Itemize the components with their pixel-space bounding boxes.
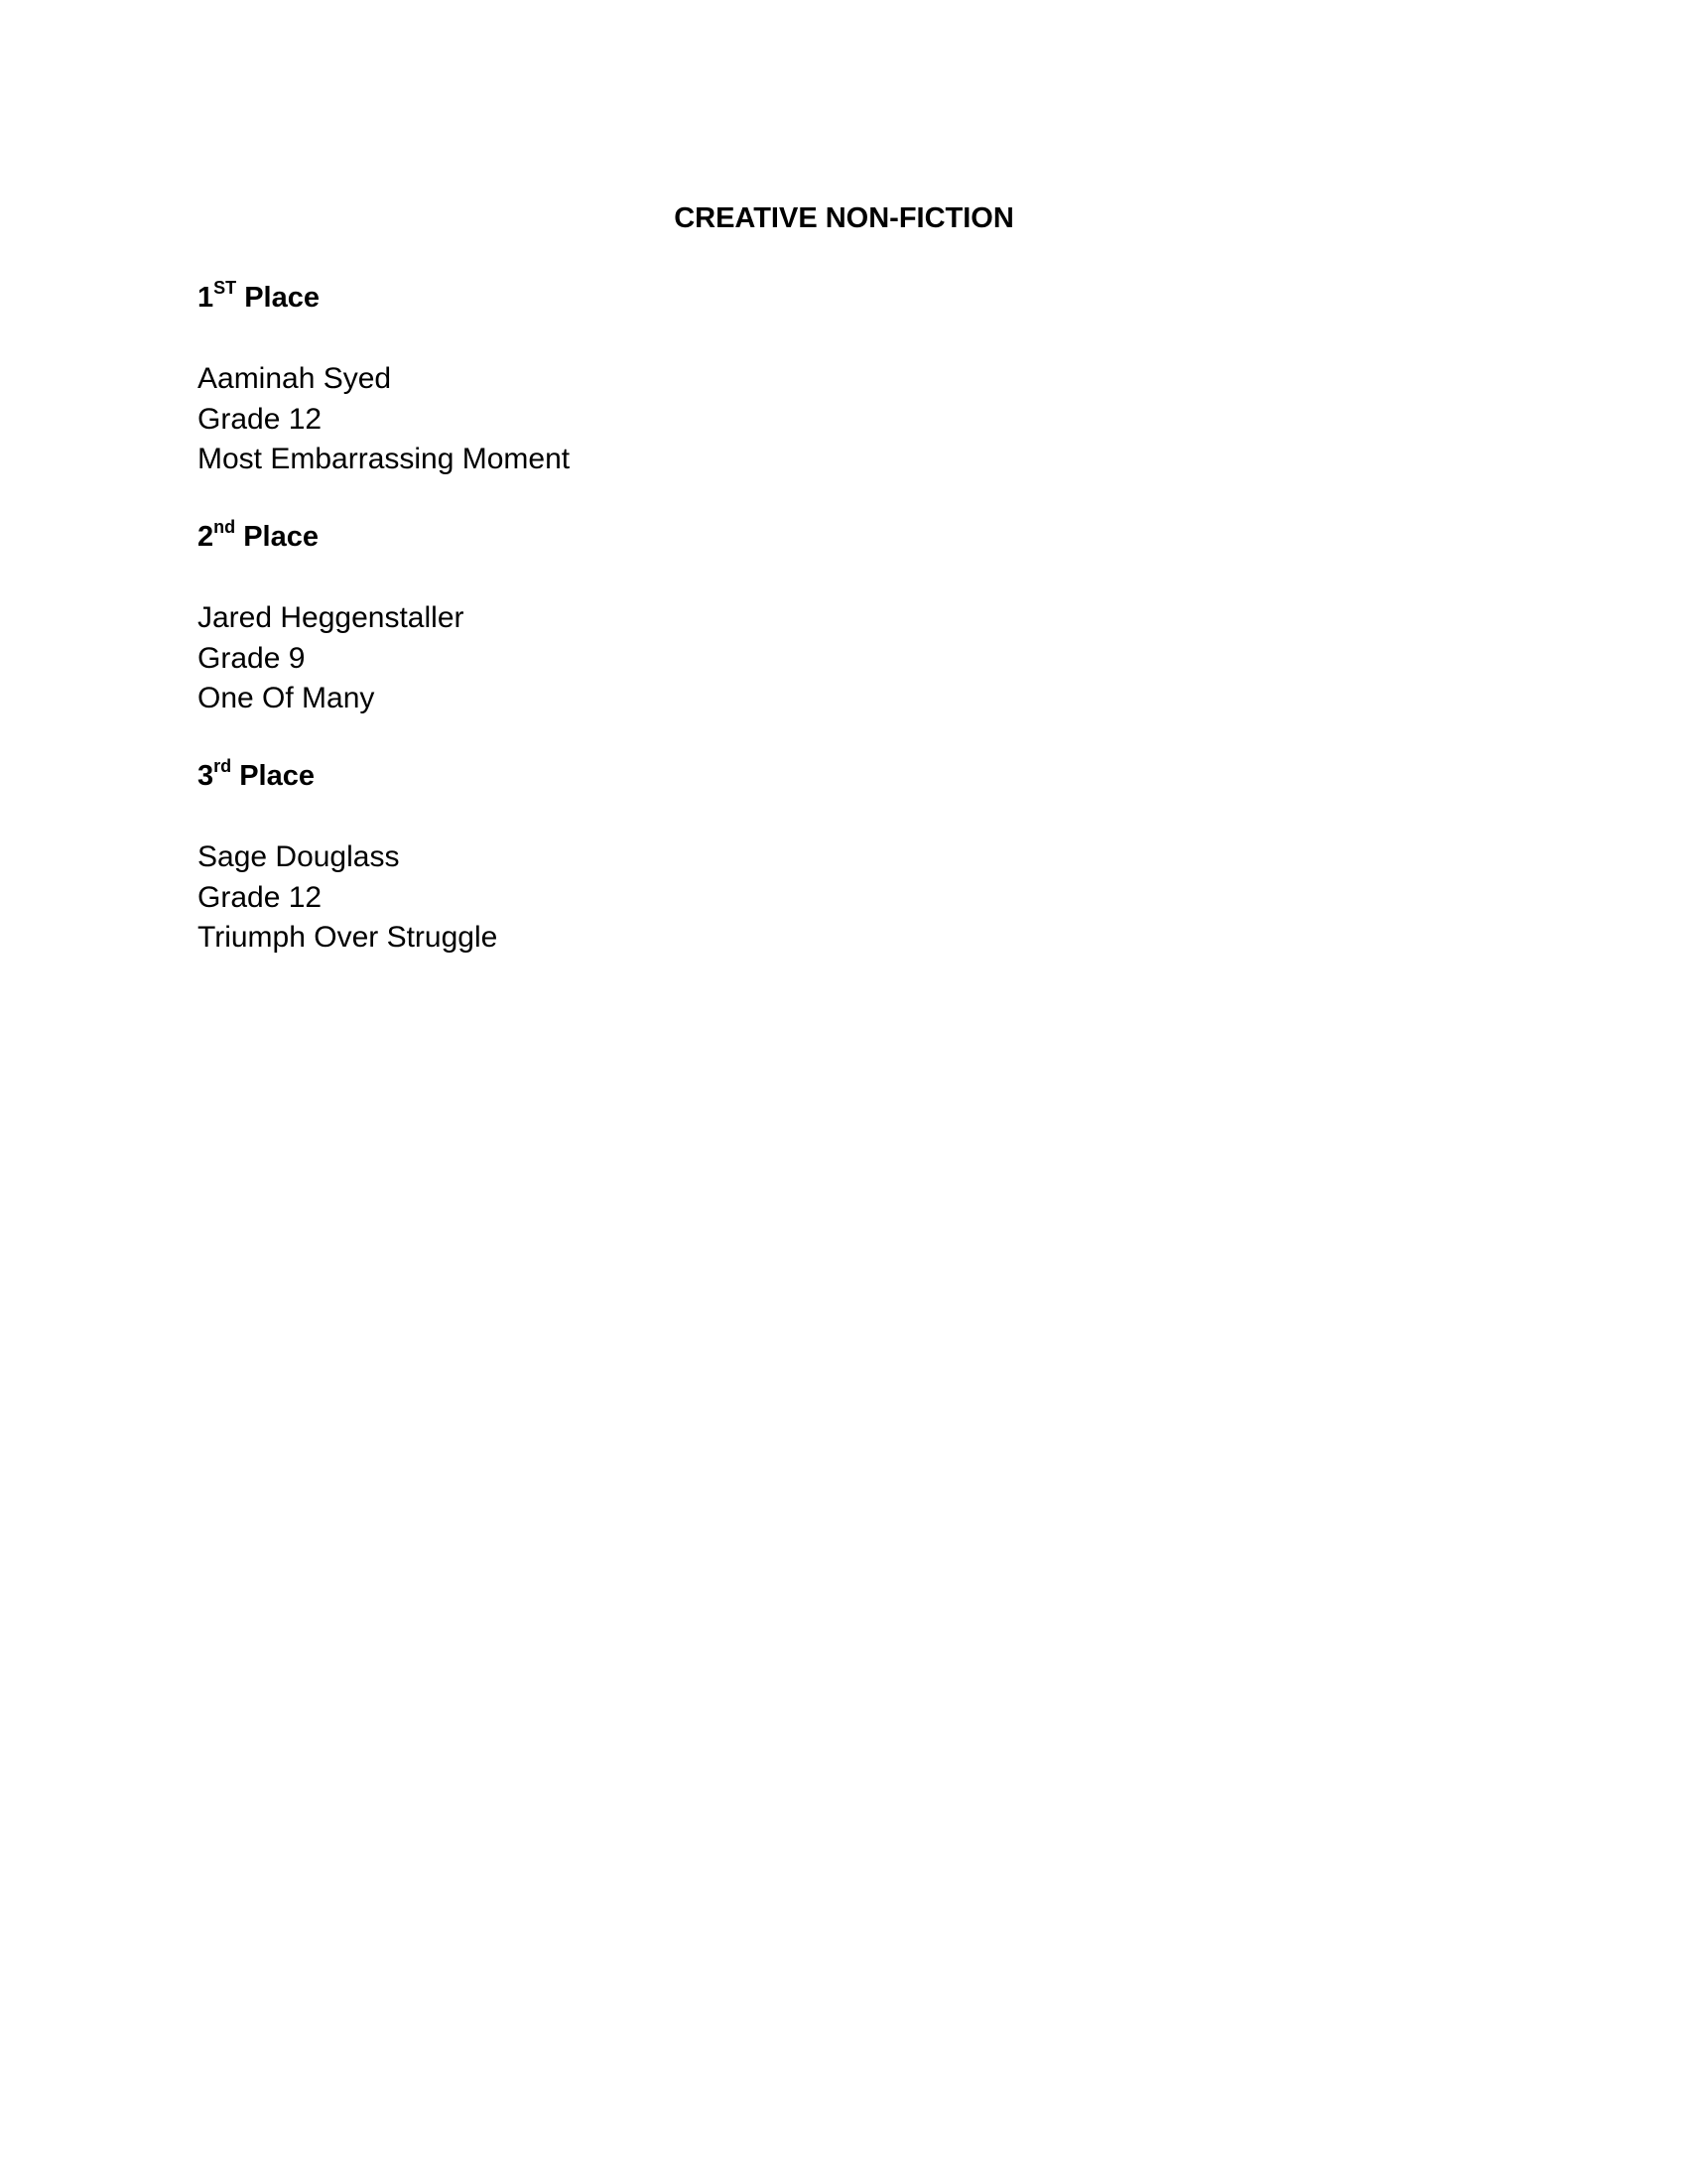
third-place-rank-number: 3 [197, 760, 214, 792]
third-place-name: Sage Douglass [197, 840, 400, 873]
first-place-rank-number: 1 [197, 282, 214, 314]
second-place-rank-word: Place [243, 521, 319, 553]
third-place-rank-suffix: rd [213, 756, 232, 777]
first-place-work-title: Most Embarrassing Moment [197, 443, 571, 475]
second-place-name: Jared Heggenstaller [197, 601, 464, 634]
second-place-section [197, 518, 1289, 719]
second-place-heading [197, 518, 1289, 556]
first-place-heading [197, 279, 1289, 317]
first-place-grade: Grade 12 [197, 402, 323, 436]
third-place-entry [197, 837, 1289, 959]
second-place-grade: Grade 9 [197, 641, 306, 675]
second-place-rank-number: 2 [197, 521, 214, 553]
third-place-work-title: Triumph Over Struggle [197, 921, 498, 954]
first-place-entry [197, 359, 1289, 480]
second-place-rank-suffix: nd [213, 517, 236, 538]
first-place-name: Aaminah Syed [197, 362, 392, 395]
first-place-section [197, 279, 1289, 480]
second-place-work-title: One Of Many [197, 682, 375, 714]
first-place-rank-word: Place [244, 282, 321, 314]
third-place-section [197, 757, 1289, 959]
document-title: CREATIVE NON-FICTION [674, 202, 1014, 234]
third-place-heading [197, 757, 1289, 795]
first-place-rank-suffix: ST [213, 278, 237, 299]
second-place-entry [197, 598, 1289, 719]
third-place-grade: Grade 12 [197, 880, 323, 914]
third-place-rank-word: Place [239, 760, 315, 792]
